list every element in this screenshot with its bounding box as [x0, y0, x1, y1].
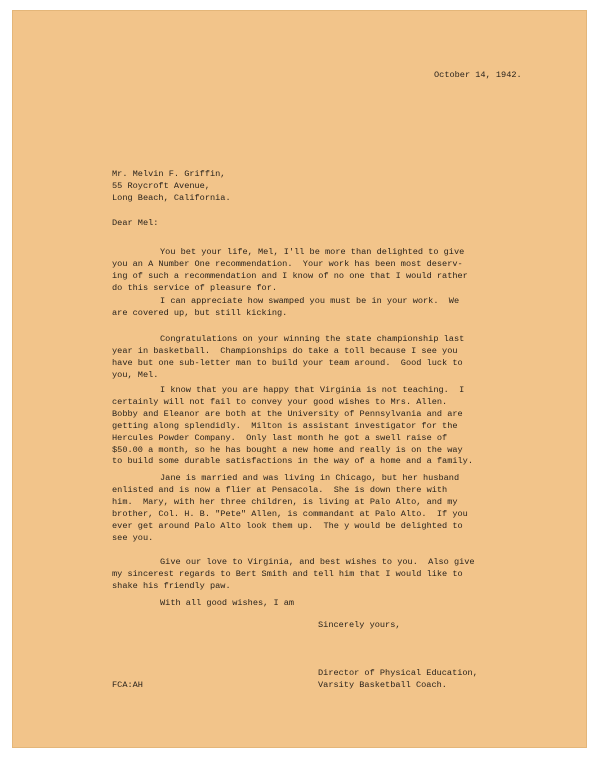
paragraph-line: him. Mary, with her three children, is living at Palo Alto, and my	[112, 496, 458, 507]
paragraph-line: are covered up, but still kicking.	[112, 307, 288, 318]
paragraph-line: Bobby and Eleanor are both at the University of Pennsylvania and are	[112, 408, 463, 419]
complimentary-close: Sincerely yours,	[318, 620, 401, 630]
paragraph-line: Give our love to Virginia, and best wishes to you. Also give	[160, 557, 475, 567]
letter-page	[12, 10, 587, 748]
paragraph-line: enlisted and is now a flier at Pensacola. She is down there with	[112, 484, 448, 495]
paragraph-line: Congratulations on your winning the state championship last	[160, 334, 465, 344]
signature-title: Varsity Basketball Coach.	[318, 680, 447, 690]
paragraph-workload	[112, 296, 459, 320]
address-line: Mr. Melvin F. Griffin,	[112, 169, 226, 179]
paragraph-line: see you.	[112, 532, 154, 543]
paragraph-line: I can appreciate how swamped you must be in your work. We	[160, 296, 460, 306]
address-line: Long Beach, California.	[112, 192, 231, 203]
closing-line: With all good wishes, I am	[160, 598, 295, 608]
paragraph-line: you, Mel.	[112, 369, 159, 380]
paragraph-line: ever get around Palo Alto look them up. The y would be delighted to	[112, 520, 463, 531]
paragraph-line: have but one sub-letter man to build your team around. Good luck to	[112, 357, 463, 368]
paragraph-line: Jane is married and was living in Chicago, but her husband	[160, 473, 460, 483]
paragraph-jane-mary	[112, 473, 468, 544]
paragraph-regards	[112, 557, 475, 593]
paragraph-line: Hercules Powder Company. Only last month he got a swell raise of	[112, 432, 448, 443]
paragraph-line: I know that you are happy that Virginia is not teaching. I	[160, 385, 465, 395]
paragraph-line: ing of such a recommendation and I know of no one that I would rather	[112, 270, 468, 281]
recipient-address	[112, 169, 231, 205]
paragraph-line: getting along splendidly. Milton is assistant investigator for the	[112, 420, 458, 431]
letter-date: October 14, 1942.	[434, 70, 522, 80]
paragraph-recommendation	[112, 247, 468, 295]
paragraph-line: year in basketball. Championships do take a toll because I see you	[112, 345, 458, 356]
reference-initials: FCA:AH	[112, 680, 143, 690]
paragraph-line: my sincerest regards to Bert Smith and tell him that I would like to	[112, 568, 463, 579]
paragraph-family-news	[112, 385, 473, 468]
paragraph-line: brother, Col. H. B. "Pete" Allen, is commandant at Palo Alto. If you	[112, 508, 468, 519]
paragraph-line: do this service of pleasure for.	[112, 282, 278, 293]
paragraph-line: $50.00 a month, so he has bought a new home and really is on the way	[112, 444, 463, 455]
paragraph-line: shake his friendly paw.	[112, 580, 231, 591]
paragraph-line: certainly will not fail to convey your good wishes to Mrs. Allen.	[112, 396, 448, 407]
paragraph-championship	[112, 334, 464, 382]
address-line: 55 Roycroft Avenue,	[112, 180, 210, 191]
paragraph-line: You bet your life, Mel, I'll be more than delighted to give	[160, 247, 465, 257]
signature-title: Director of Physical Education,	[318, 668, 478, 678]
paragraph-line: you an A Number One recommendation. Your work has been most deserv-	[112, 258, 463, 269]
paragraph-line: to build some durable satisfactions in the way of a home and a family.	[112, 456, 473, 467]
salutation: Dear Mel:	[112, 218, 159, 228]
